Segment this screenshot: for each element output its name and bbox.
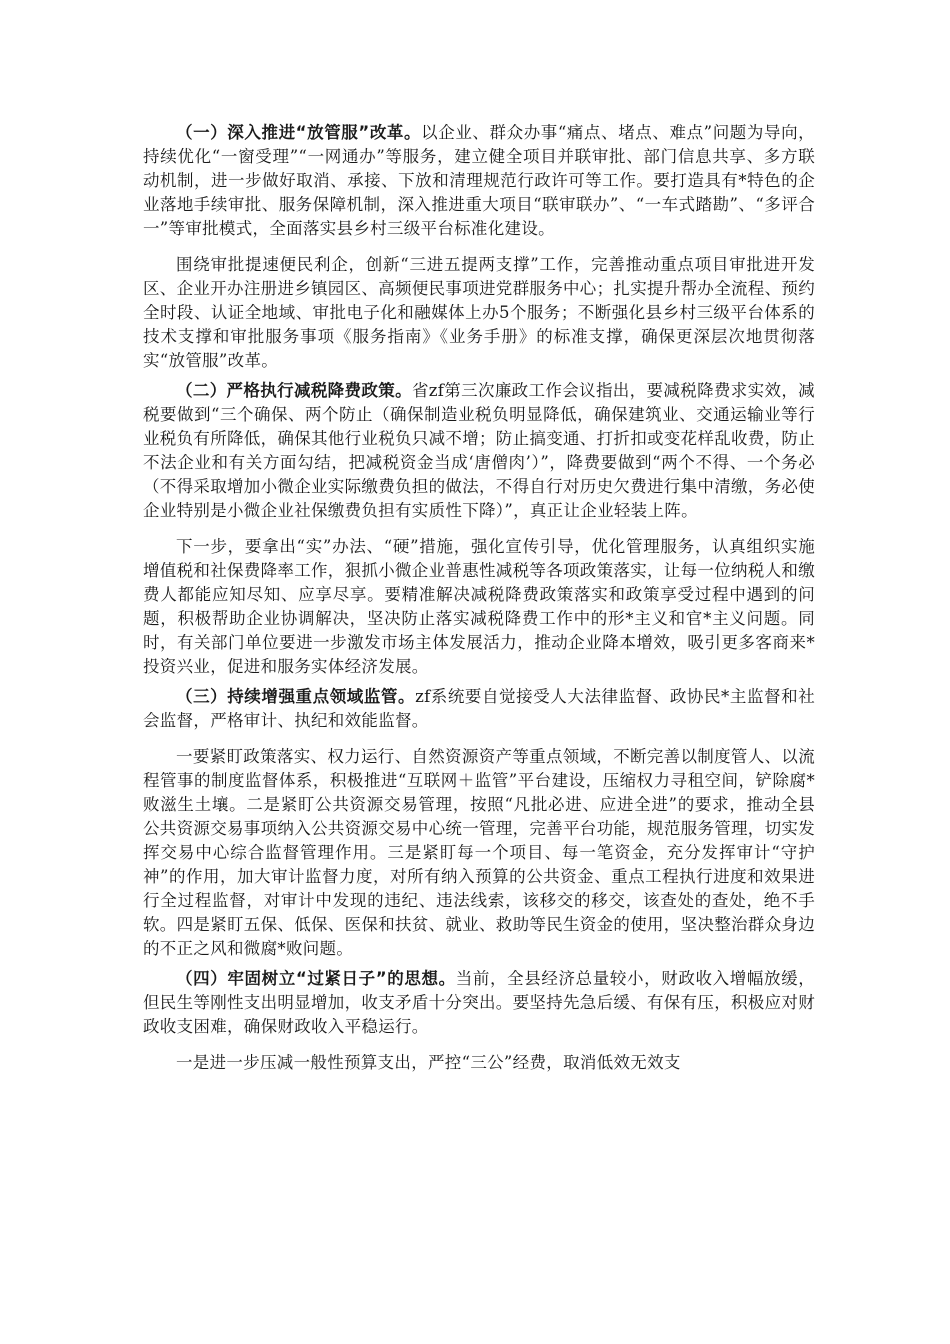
paragraph-text: 以企业、群众办事“痛点、堵点、难点”问题为导向，持续优化“一窗受理”“一网通办”等服务，建立健全项目并联审批、部门信息共享、多方联动机制，进一步做好取消、承接、下放和清理规范行政许可等工作。要打造具有*特色的企业落地手续审批、服务保障机制，深入推进重大项目“联审联办”、“一车式踏勘”、“多评合一”等审批模式，全面落实县乡村三级平台标准化建设。: [143, 123, 815, 238]
paragraph-text: 当前，全县经济总量较小，财政收入增幅放缓，但民生等刚性支出明显增加，收支矛盾十分突出。要坚持先急后缓、有保有压，积极应对财政收支困难，确保财政收入平稳运行。: [143, 969, 815, 1036]
paragraph-1: [143, 121, 815, 241]
paragraph-7: [143, 967, 815, 1039]
paragraph-text: 一是进一步压减一般性预算支出，严控“三公”经费，取消低效无效支: [176, 1053, 681, 1072]
paragraph-8: [143, 1051, 815, 1075]
section-heading-3: （三）持续增强重点领域监管。: [176, 687, 416, 706]
section-heading-4: （四）牢固树立“过紧日子”的思想。: [176, 969, 456, 988]
paragraph-5: [143, 685, 815, 733]
paragraph-2: [143, 253, 815, 373]
section-heading-1: （一）深入推进“放管服”改革。: [176, 123, 422, 142]
paragraph-text: 省zf第三次廉政工作会议指出，要减税降费求实效，减税要做到“三个确保、两个防止（确保制造业税负明显降低，确保建筑业、交通运输业等行业税负有所降低，确保其他行业税负只减不增；防止搞变通、打折扣或变花样乱收费，防止不法企业和有关方面勾结，把减税资金当成‘唐僧肉’）”，降费要做到“两个不得、一个务必（不得采取增加小微企业实际缴费负担的做法，不得自行对历史欠费进行集中清缴，务必使企业特别是小微企业社保缴费负担有实质性下降）”，真正让企业轻装上阵。: [143, 381, 815, 520]
paragraph-text: 下一步，要拿出“实”办法、“硬”措施，强化宣传引导，优化管理服务，认真组织实施增值税和社保费降率工作，狠抓小微企业普惠性减税等各项政策落实，让每一位纳税人和缴费人都能应知尽知、应享尽享。要精准解决减税降费政策落实和政策享受过程中遇到的问题，积极帮助企业协调解决，坚决防止落实减税降费工作中的形*主义和官*主义问题。同时，有关部门单位要进一步激发市场主体发展活力，推动企业降本增效，吸引更多客商来*投资兴业，促进和服务实体经济发展。: [143, 537, 815, 676]
paragraph-text: 一要紧盯政策落实、权力运行、自然资源资产等重点领域，不断完善以制度管人、以流程管事的制度监督体系，积极推进“互联网＋监管”平台建设，压缩权力寻租空间，铲除腐*败滋生土壤。二是紧盯公共资源交易管理，按照“凡批必进、应进全进”的要求，推动全县公共资源交易事项纳入公共资源交易中心统一管理，完善平台功能，规范服务管理，切实发挥交易中心综合监督管理作用。三是紧盯每一个项目、每一笔资金，充分发挥审计“守护神”的作用，加大审计监督力度，对所有纳入预算的公共资金、重点工程执行进度和效果进行全过程监督，对审计中发现的违纪、违法线索，该移交的移交，该查处的查处，绝不手软。四是紧盯五保、低保、医保和扶贫、就业、救助等民生资金的使用，坚决整治群众身边的不正之风和微腐*败问题。: [143, 747, 815, 958]
paragraph-4: [143, 535, 815, 679]
paragraph-text: zf系统要自觉接受人大法律监督、政协民*主监督和社会监督，严格审计、执纪和效能监督。: [143, 687, 815, 730]
paragraph-3: [143, 379, 815, 523]
paragraph-text: 围绕审批提速便民利企，创新“三进五提两支撑”工作，完善推动重点项目审批进开发区、企业开办注册进乡镇园区、高频便民事项进党群服务中心；扎实提升帮办全流程、预约全时段、认证全地域、审批电子化和融媒体上办5个服务；不断强化县乡村三级平台体系的技术支撑和审批服务事项《服务指南》《业务手册》的标准支撑，确保更深层次地贯彻落实“放管服”改革。: [143, 255, 815, 370]
document-body: [143, 121, 815, 1075]
section-heading-2: （二）严格执行减税降费政策。: [176, 381, 412, 400]
paragraph-6: [143, 745, 815, 961]
